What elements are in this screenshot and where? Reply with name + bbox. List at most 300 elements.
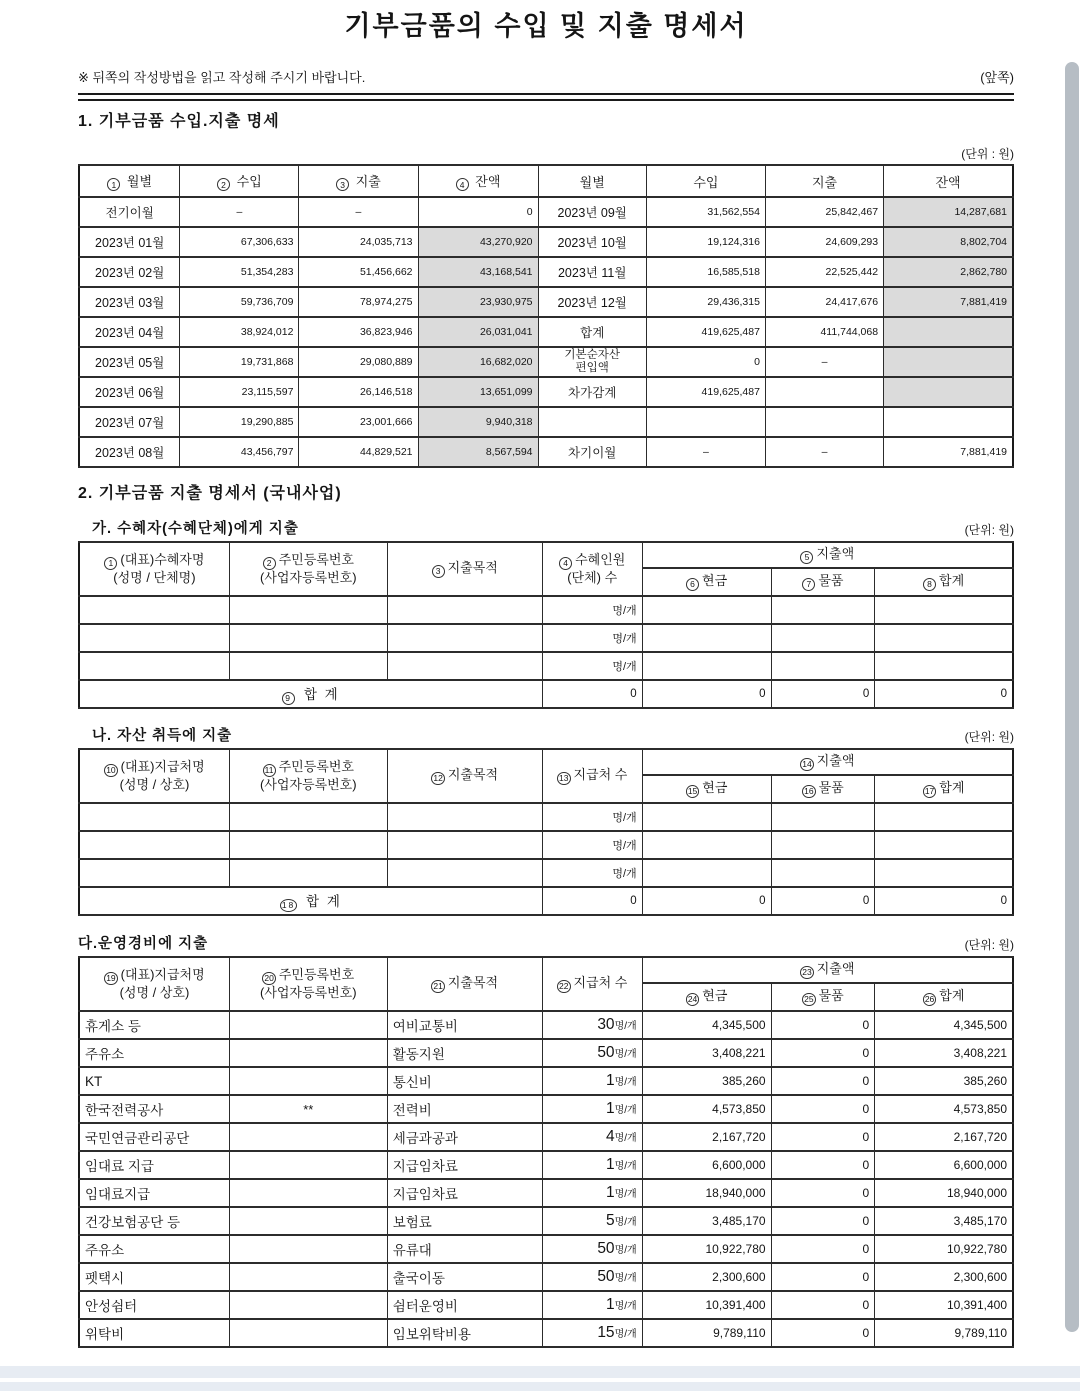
column-header: 20 주민등록번호 (사업자등록번호) [229,957,387,1011]
table-cell: 9,940,318 [418,407,538,437]
circled-number: 6 [686,578,699,591]
table-cell [387,652,542,680]
table-cell: 29,436,315 [646,287,765,317]
table-cell: 7,881,419 [884,287,1013,317]
table-cell: 50명/개 [542,1235,642,1263]
table-cell: 4,345,500 [875,1011,1013,1039]
table-row [79,803,1013,831]
table-cell [229,1011,387,1039]
table-cell [642,803,771,831]
section2a-unit-label: (단위: 원) [964,523,1014,537]
circled-number: 4 [559,557,572,570]
table-cell: 출국이동 [387,1263,542,1291]
table-cell: 전기이월 [79,197,180,227]
table-cell: 2023년 03월 [79,287,180,317]
table-row [79,1235,1013,1263]
table-cell [79,596,229,624]
table-cell: 10,922,780 [875,1235,1013,1263]
table-cell: 10,922,780 [642,1235,771,1263]
table-cell [875,803,1013,831]
table-cell: 명/개 [542,859,642,887]
table-cell: 0 [771,1319,875,1347]
circled-number: 2 [217,178,230,191]
beneficiary-expense-table [78,541,1014,709]
table-cell: 0 [771,1291,875,1319]
table-cell [875,831,1013,859]
table-cell: 385,260 [875,1067,1013,1095]
table-cell: 세금과공과 [387,1123,542,1151]
table-cell [875,859,1013,887]
table-cell: 2023년 06월 [79,377,180,407]
table-cell: 0 [418,197,538,227]
table-cell [229,1039,387,1067]
table-cell [771,596,875,624]
table-cell [642,831,771,859]
table-cell [229,1123,387,1151]
table-cell: 차기이월 [538,437,646,467]
instruction-note: ※ 뒤쪽의 작성방법을 읽고 작성해 주시기 바랍니다. [78,70,366,85]
table-cell: 차가감계 [538,377,646,407]
section2c-heading-row [78,932,1014,953]
table-cell: 0 [771,1011,875,1039]
table-cell: 0 [646,347,765,377]
table-cell [79,652,229,680]
table-cell: 0 [771,1123,875,1151]
table-cell: 위탁비 [79,1319,229,1347]
column-header: 1 월별 [79,165,180,197]
circled-number: 3 [336,178,349,191]
table-cell: 38,924,012 [180,317,299,347]
table-cell [765,377,883,407]
table-row [79,1179,1013,1207]
table-cell: 3,485,170 [642,1207,771,1235]
table-row [79,1123,1013,1151]
column-header-group: 23 지출액 [642,957,1013,983]
total-value-cell: 0 [642,680,771,708]
table-header-row [79,165,1013,197]
table-row [79,596,1013,624]
table-cell: 합계 [538,317,646,347]
table-cell: 명/개 [542,624,642,652]
circled-number: 25 [804,994,814,1005]
table-row [79,377,1013,407]
column-header: 6 현금 [642,568,771,596]
circled-number: 15 [687,786,698,797]
column-header: 17 합계 [875,775,1013,803]
table-cell: 2023년 12월 [538,287,646,317]
table-cell: 0 [771,1207,875,1235]
circled-number: 18 [281,900,296,911]
table-cell: 51,456,662 [299,257,418,287]
table-row [79,652,1013,680]
table-cell: 6,600,000 [642,1151,771,1179]
table-row [79,227,1013,257]
table-cell: 78,974,275 [299,287,418,317]
table-cell: 명/개 [542,596,642,624]
circled-number: 1 [107,178,120,191]
table-cell: 0 [771,1263,875,1291]
table-cell [229,1319,387,1347]
table-cell: 10,391,400 [642,1291,771,1319]
table-cell: 18,940,000 [642,1179,771,1207]
column-header: 21 지출목적 [387,957,542,1011]
section1-unit-label: (단위 : 원) [961,147,1014,161]
table-cell: 안성쉼터 [79,1291,229,1319]
table-cell: 19,290,885 [180,407,299,437]
table-cell: 2023년 04월 [79,317,180,347]
table-cell: 23,930,975 [418,287,538,317]
column-header: 3 지출목적 [387,542,542,596]
table-cell [229,831,387,859]
table-cell: 건강보험공단 등 [79,1207,229,1235]
table-row [79,1011,1013,1039]
table-cell: 기본순자산 편입액 [538,347,646,377]
circled-number: 2 [263,557,276,570]
circled-number: 21 [433,981,443,992]
table-cell: 24,609,293 [765,227,883,257]
table-cell: 24,035,713 [299,227,418,257]
table-cell [875,652,1013,680]
table-cell: 8,802,704 [884,227,1013,257]
section2b-heading: 나. 자산 취득에 지출 [92,728,233,744]
table-cell [229,803,387,831]
total-value-cell: 0 [542,887,642,915]
table-cell [771,652,875,680]
total-value-cell: 0 [875,680,1013,708]
table-cell [875,596,1013,624]
table-cell: 0 [771,1151,875,1179]
table-cell: 국민연금관리공단 [79,1123,229,1151]
table-cell: 50명/개 [542,1263,642,1291]
table-cell: 7,881,419 [884,437,1013,467]
table-cell: 44,829,521 [299,437,418,467]
table-row [79,437,1013,467]
column-header: 19 (대표)지급처명 (성명 / 상호) [79,957,229,1011]
table-cell [646,407,765,437]
table-cell: 지급임차료 [387,1151,542,1179]
table-cell [387,596,542,624]
column-header: 11 주민등록번호 (사업자등록번호) [229,749,387,803]
table-cell: 0 [771,1067,875,1095]
column-header: 24 현금 [642,983,771,1011]
table-cell [765,407,883,437]
table-cell: 한국전력공사 [79,1095,229,1123]
table-cell [229,1291,387,1319]
circled-number: 14 [802,759,812,770]
table-cell [229,1263,387,1291]
table-cell: 16,585,518 [646,257,765,287]
circled-number: 26 [924,994,935,1005]
table-cell: 5명/개 [542,1207,642,1235]
table-row [79,859,1013,887]
table-cell: 419,625,487 [646,377,765,407]
table-cell: 6,600,000 [875,1151,1013,1179]
table-cell: 18,940,000 [875,1179,1013,1207]
form-content [78,0,1014,1348]
table-cell [229,1151,387,1179]
table-cell: 9,789,110 [642,1319,771,1347]
total-label-cell: 9 합 계 [79,680,542,708]
table-cell [79,831,229,859]
table-cell: 3,485,170 [875,1207,1013,1235]
table-cell: 2023년 02월 [79,257,180,287]
table-cell [642,624,771,652]
table-cell: 임보위탁비용 [387,1319,542,1347]
table-cell [229,1179,387,1207]
section2-heading: 2. 기부금품 지출 명세서 (국내사업) [78,485,342,502]
table-cell: 15명/개 [542,1319,642,1347]
table-cell: 36,823,946 [299,317,418,347]
table-cell: 지급임차료 [387,1179,542,1207]
table-cell [229,1207,387,1235]
table-cell: 411,744,068 [765,317,883,347]
table-cell: 385,260 [642,1067,771,1095]
table-header-row [79,957,1013,983]
table-cell: 19,124,316 [646,227,765,257]
table-cell: 30명/개 [542,1011,642,1039]
table-cell: 23,115,597 [180,377,299,407]
circled-number: 10 [106,765,116,775]
note-row [78,67,1014,86]
table-cell: – [180,197,299,227]
column-header: 25 물품 [771,983,875,1011]
table-cell [642,652,771,680]
table-cell: 3,408,221 [875,1039,1013,1067]
column-header: 22 지급처 수 [542,957,642,1011]
column-header: 8 합계 [875,568,1013,596]
circled-number: 19 [106,973,116,983]
table-cell: 2,167,720 [642,1123,771,1151]
section2a-heading: 가. 수혜자(수혜단체)에게 지출 [92,521,299,537]
table-cell: 휴게소 등 [79,1011,229,1039]
table-cell [642,596,771,624]
table-cell [884,407,1013,437]
table-cell: 1명/개 [542,1067,642,1095]
table-cell [875,624,1013,652]
table-cell: 51,354,283 [180,257,299,287]
page-edge-line [0,1378,1080,1382]
circled-number: 11 [263,764,276,777]
table-cell [884,377,1013,407]
column-header: 4 수혜인원 (단체) 수 [542,542,642,596]
table-cell: – [765,437,883,467]
table-cell: 16,682,020 [418,347,538,377]
table-cell: 43,270,920 [418,227,538,257]
table-cell: – [299,197,418,227]
circled-number: 17 [924,786,935,797]
table-cell: 2,167,720 [875,1123,1013,1151]
table-cell: KT [79,1067,229,1095]
circled-number: 8 [923,578,936,591]
column-header-group: 5 지출액 [642,542,1013,568]
section2b-heading-row [78,724,1014,745]
section2a-heading-row [78,517,1014,538]
table-cell [229,596,387,624]
circled-number: 5 [800,551,813,564]
table-cell [771,803,875,831]
table-cell: 2023년 09월 [538,197,646,227]
table-cell: 29,080,889 [299,347,418,377]
table-cell: 9,789,110 [875,1319,1013,1347]
table-cell: 19,731,868 [180,347,299,377]
column-header: 13 지급처 수 [542,749,642,803]
table-cell: 주유소 [79,1039,229,1067]
table-cell: 2023년 10월 [538,227,646,257]
table-cell: – [765,347,883,377]
circled-number: 9 [282,692,295,705]
table-header-row [79,749,1013,775]
table-cell: 67,306,633 [180,227,299,257]
table-row [79,407,1013,437]
column-header: 수입 [646,165,765,197]
table-cell: 10,391,400 [875,1291,1013,1319]
section2c-unit-label: (단위: 원) [964,938,1014,952]
column-header: 16 물품 [771,775,875,803]
table-cell: – [646,437,765,467]
table-header-row [79,542,1013,568]
column-header: 10 (대표)지급처명 (성명 / 상호) [79,749,229,803]
table-cell: 31,562,554 [646,197,765,227]
table-cell [387,859,542,887]
total-value-cell: 0 [542,680,642,708]
table-cell: 1명/개 [542,1291,642,1319]
table-cell [229,1067,387,1095]
table-cell: 임대료지급 [79,1179,229,1207]
table-row [79,1095,1013,1123]
table-cell [229,859,387,887]
table-cell: 2,300,600 [875,1263,1013,1291]
table-cell [79,624,229,652]
table-cell [387,803,542,831]
table-cell [884,347,1013,377]
table-cell: 1명/개 [542,1151,642,1179]
column-header: 2 주민등록번호 (사업자등록번호) [229,542,387,596]
table-cell: 26,031,041 [418,317,538,347]
table-cell: 8,567,594 [418,437,538,467]
table-cell: 2,300,600 [642,1263,771,1291]
table-cell [229,1235,387,1263]
table-cell: 통신비 [387,1067,542,1095]
table-row [79,1151,1013,1179]
table-cell [229,624,387,652]
column-header: 2 수입 [180,165,299,197]
table-cell: 펫택시 [79,1263,229,1291]
table-cell: 전력비 [387,1095,542,1123]
circled-number: 20 [264,973,274,983]
column-header: 12 지출목적 [387,749,542,803]
table-cell: 0 [771,1039,875,1067]
table-cell: 50명/개 [542,1039,642,1067]
table-row [79,1039,1013,1067]
column-header: 3 지출 [299,165,418,197]
table-cell: 59,736,709 [180,287,299,317]
table-cell: 25,842,467 [765,197,883,227]
scrollbar-thumb[interactable] [1065,62,1079,1332]
table-cell: 4명/개 [542,1123,642,1151]
asset-acquisition-table [78,748,1014,916]
table-cell: 419,625,487 [646,317,765,347]
table-cell: ** [229,1095,387,1123]
operating-expense-table [78,956,1014,1348]
column-header: 지출 [765,165,883,197]
table-cell: 명/개 [542,652,642,680]
table-cell: 0 [771,1095,875,1123]
total-value-cell: 0 [642,887,771,915]
table-cell: 23,001,666 [299,407,418,437]
circled-number: 1 [104,557,117,570]
monthly-income-expense-table [78,164,1014,468]
section1-heading: 1. 기부금품 수입.지출 명세 [78,113,280,130]
page-bottom-edge [0,1366,1080,1391]
table-cell [229,652,387,680]
column-header: 잔액 [884,165,1013,197]
table-row [79,287,1013,317]
total-value-cell: 0 [771,680,875,708]
column-header: 1 (대표)수혜자명 (성명 / 단체명) [79,542,229,596]
table-cell [387,624,542,652]
table-cell: 0 [771,1179,875,1207]
table-cell: 43,168,541 [418,257,538,287]
table-cell [771,859,875,887]
table-cell: 43,456,797 [180,437,299,467]
circled-number: 13 [559,773,569,784]
table-row [79,1067,1013,1095]
table-row [79,1319,1013,1347]
table-cell: 2023년 05월 [79,347,180,377]
table-cell: 4,573,850 [642,1095,771,1123]
table-cell [771,831,875,859]
section2b-unit-label: (단위: 원) [964,730,1014,744]
circled-number: 23 [802,967,812,978]
table-row [79,624,1013,652]
table-cell [79,803,229,831]
column-header: 26 합계 [875,983,1013,1011]
table-cell: 명/개 [542,831,642,859]
table-cell [884,317,1013,347]
column-header: 4 잔액 [418,165,538,197]
page-title: 기부금품의 수입 및 지출 명세서 [344,11,748,41]
column-header: 7 물품 [771,568,875,596]
section-divider [78,93,1014,101]
total-row [79,887,1013,915]
column-header-group: 14 지출액 [642,749,1013,775]
table-cell: 2023년 07월 [79,407,180,437]
table-cell: 유류대 [387,1235,542,1263]
table-row [79,347,1013,377]
table-cell: 2023년 01월 [79,227,180,257]
table-row [79,1207,1013,1235]
table-cell: 3,408,221 [642,1039,771,1067]
table-cell: 2,862,780 [884,257,1013,287]
table-cell: 22,525,442 [765,257,883,287]
circled-number: 24 [687,994,698,1005]
table-cell: 활동지원 [387,1039,542,1067]
table-cell: 1명/개 [542,1095,642,1123]
table-cell: 14,287,681 [884,197,1013,227]
total-value-cell: 0 [875,887,1013,915]
circled-number: 3 [432,565,445,578]
circled-number: 7 [802,578,815,591]
table-cell: 24,417,676 [765,287,883,317]
column-header: 15 현금 [642,775,771,803]
table-cell: 보험료 [387,1207,542,1235]
table-cell [387,831,542,859]
section2c-heading: 다.운영경비에 지출 [78,936,209,952]
table-cell: 명/개 [542,803,642,831]
circled-number: 16 [804,786,814,797]
table-row [79,831,1013,859]
circled-number: 22 [559,981,569,992]
